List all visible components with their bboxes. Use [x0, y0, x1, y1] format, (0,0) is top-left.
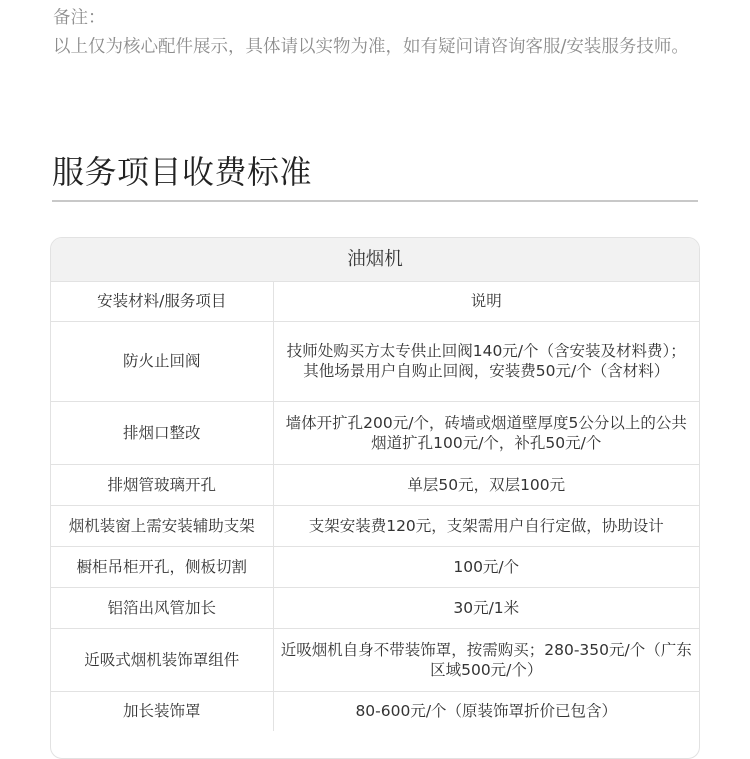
item-cell: 铝箔出风管加长 [51, 587, 273, 628]
table-caption: 油烟机 [51, 238, 699, 282]
item-cell: 橱柜吊柜开孔，侧板切割 [51, 546, 273, 587]
header-cell-desc: 说明 [470, 292, 502, 311]
desc-cell: 近吸烟机自身不带装饰罩，按需购买；280-350元/个（广东区域500元/个） [273, 628, 699, 691]
desc-cell: 支架安装费120元，支架需用户自行定做，协助设计 [273, 505, 699, 546]
fee-table-card [50, 237, 700, 759]
table-row [51, 691, 699, 731]
fee-table [51, 282, 699, 731]
header-cell-item: 安装材料/服务项目 [51, 282, 273, 321]
desc-cell: 100元/个 [273, 546, 699, 587]
item-cell: 加长装饰罩 [51, 691, 273, 731]
table-row [51, 464, 699, 505]
section-title: 服务项目收费标准 [52, 153, 313, 191]
table-row [51, 628, 699, 691]
table-row [51, 546, 699, 587]
notes-block [53, 4, 703, 62]
table-header-row [51, 282, 699, 321]
desc-cell: 墙体开扩孔200元/个，砖墙或烟道壁厚度5公分以上的公共烟道扩孔100元/个，补孔50元/个 [273, 401, 699, 464]
table-row [51, 587, 699, 628]
section-divider [52, 200, 698, 202]
desc-cell: 技师处购买方太专供止回阀140元/个（含安装及材料费）；其他场景用户自购止回阀，安装费50元/个（含材料） [273, 321, 699, 401]
item-cell: 排烟口整改 [51, 401, 273, 464]
table-row [51, 505, 699, 546]
item-cell: 防火止回阀 [51, 321, 273, 401]
table-row [51, 401, 699, 464]
notes-text: 以上仅为核心配件展示，具体请以实物为准，如有疑问请咨询客服/安装服务技师。 [53, 37, 689, 57]
item-cell: 烟机装窗上需安装辅助支架 [51, 505, 273, 546]
item-cell: 近吸式烟机装饰罩组件 [51, 628, 273, 691]
table-row [51, 321, 699, 401]
desc-cell: 单层50元，双层100元 [273, 464, 699, 505]
desc-cell: 80-600元/个（原装饰罩折价已包含） [273, 691, 699, 731]
item-cell: 排烟管玻璃开孔 [51, 464, 273, 505]
desc-cell: 30元/1米 [273, 587, 699, 628]
notes-label: 备注： [53, 8, 106, 28]
